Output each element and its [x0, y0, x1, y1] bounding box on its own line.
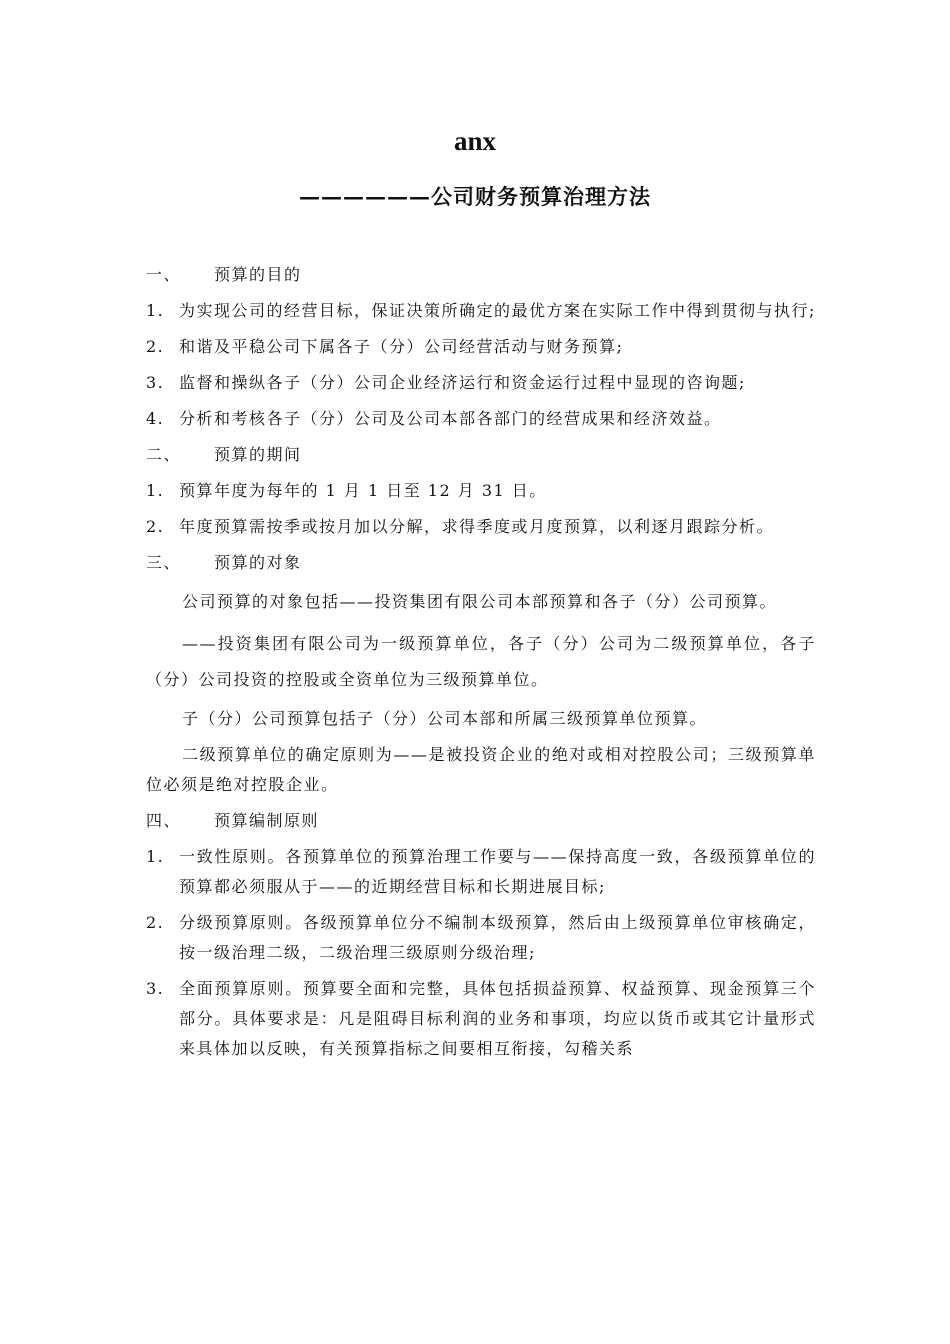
section-heading [146, 260, 816, 290]
list-item-number: 1. [146, 301, 165, 320]
document-subtitle: ——————公司财务预算治理方法 [299, 184, 651, 209]
paragraph: 子（分）公司预算包括子（分）公司本部和所属三级预算单位预算。 [182, 709, 708, 728]
list-item [146, 296, 816, 326]
document-body [146, 260, 816, 1070]
list-item-text: 监督和操纵各子（分）公司企业经济运行和资金运行过程中显现的咨询题; [179, 373, 746, 392]
list-item [146, 332, 816, 362]
section-number: 三、 [146, 553, 182, 572]
list-item-number: 2. [146, 337, 165, 356]
list-item [146, 368, 816, 398]
list-item [146, 476, 816, 506]
list-item-text: 全面预算原则。预算要全面和完整，具体包括损益预算、权益预算、现金预算三个部分。具体要求是：凡是阻碍目标利润的业务和事项，均应以货币或其它计量形式来具体加以反映，有关预算指标之间要相互衔接，勾稽关系 [179, 979, 816, 1058]
list-item-text: 为实现公司的经营目标，保证决策所确定的最优方案在实际工作中得到贯彻与执行; [179, 301, 816, 320]
section-title: 预算的期间 [214, 445, 302, 464]
section-heading [146, 440, 816, 470]
paragraph: 公司预算的对象包括——投资集团有限公司本部预算和各子（分）公司预算。 [182, 592, 778, 611]
list-item-number: 3. [146, 373, 165, 392]
section-number: 一、 [146, 265, 182, 284]
list-item-text: 分级预算原则。各级预算单位分不编制本级预算，然后由上级预算单位审核确定，按一级治理二级，二级治理三级原则分级治理; [179, 913, 816, 962]
list-item-text: 一致性原则。各预算单位的预算治理工作要与——保持高度一致，各级预算单位的预算都必须服从于——的近期经营目标和长期进展目标; [179, 847, 816, 896]
list-item-number: 2. [146, 517, 165, 536]
list-item-text: 分析和考核各子（分）公司及公司本部各部门的经营成果和经济效益。 [179, 409, 722, 428]
list-item [146, 512, 816, 542]
section-heading [146, 806, 816, 836]
list-item-text: 和谐及平稳公司下属各子（分）公司经营活动与财务预算; [179, 337, 624, 356]
list-item-text: 年度预算需按季或按月加以分解，求得季度或月度预算，以利逐月跟踪分析。 [179, 517, 775, 536]
document-title: anx [453, 126, 497, 156]
list-item-number: 2. [146, 913, 165, 932]
section-number: 四、 [146, 811, 182, 830]
section-number: 二、 [146, 445, 182, 464]
section-heading [146, 548, 816, 578]
list-item [146, 404, 816, 434]
list-item-number: 1. [146, 847, 165, 866]
paragraph: ——投资集团有限公司为一级预算单位，各子（分）公司为二级预算单位，各子（分）公司投资的控股或全资单位为三级预算单位。 [146, 634, 816, 689]
section-title: 预算的对象 [214, 553, 302, 572]
section-title: 预算的目的 [214, 265, 302, 284]
list-item [146, 908, 816, 968]
section-title: 预算编制原则 [214, 811, 320, 830]
list-item [146, 974, 816, 1064]
list-item [146, 842, 816, 902]
list-item-number: 4. [146, 409, 165, 428]
list-item-number: 3. [146, 979, 165, 998]
paragraph: 二级预算单位的确定原则为——是被投资企业的绝对或相对控股公司；三级预算单位必须是绝对控股企业。 [146, 745, 816, 794]
list-item-text: 预算年度为每年的 1 月 1 日至 12 月 31 日。 [179, 481, 547, 500]
list-item-number: 1. [146, 481, 165, 500]
